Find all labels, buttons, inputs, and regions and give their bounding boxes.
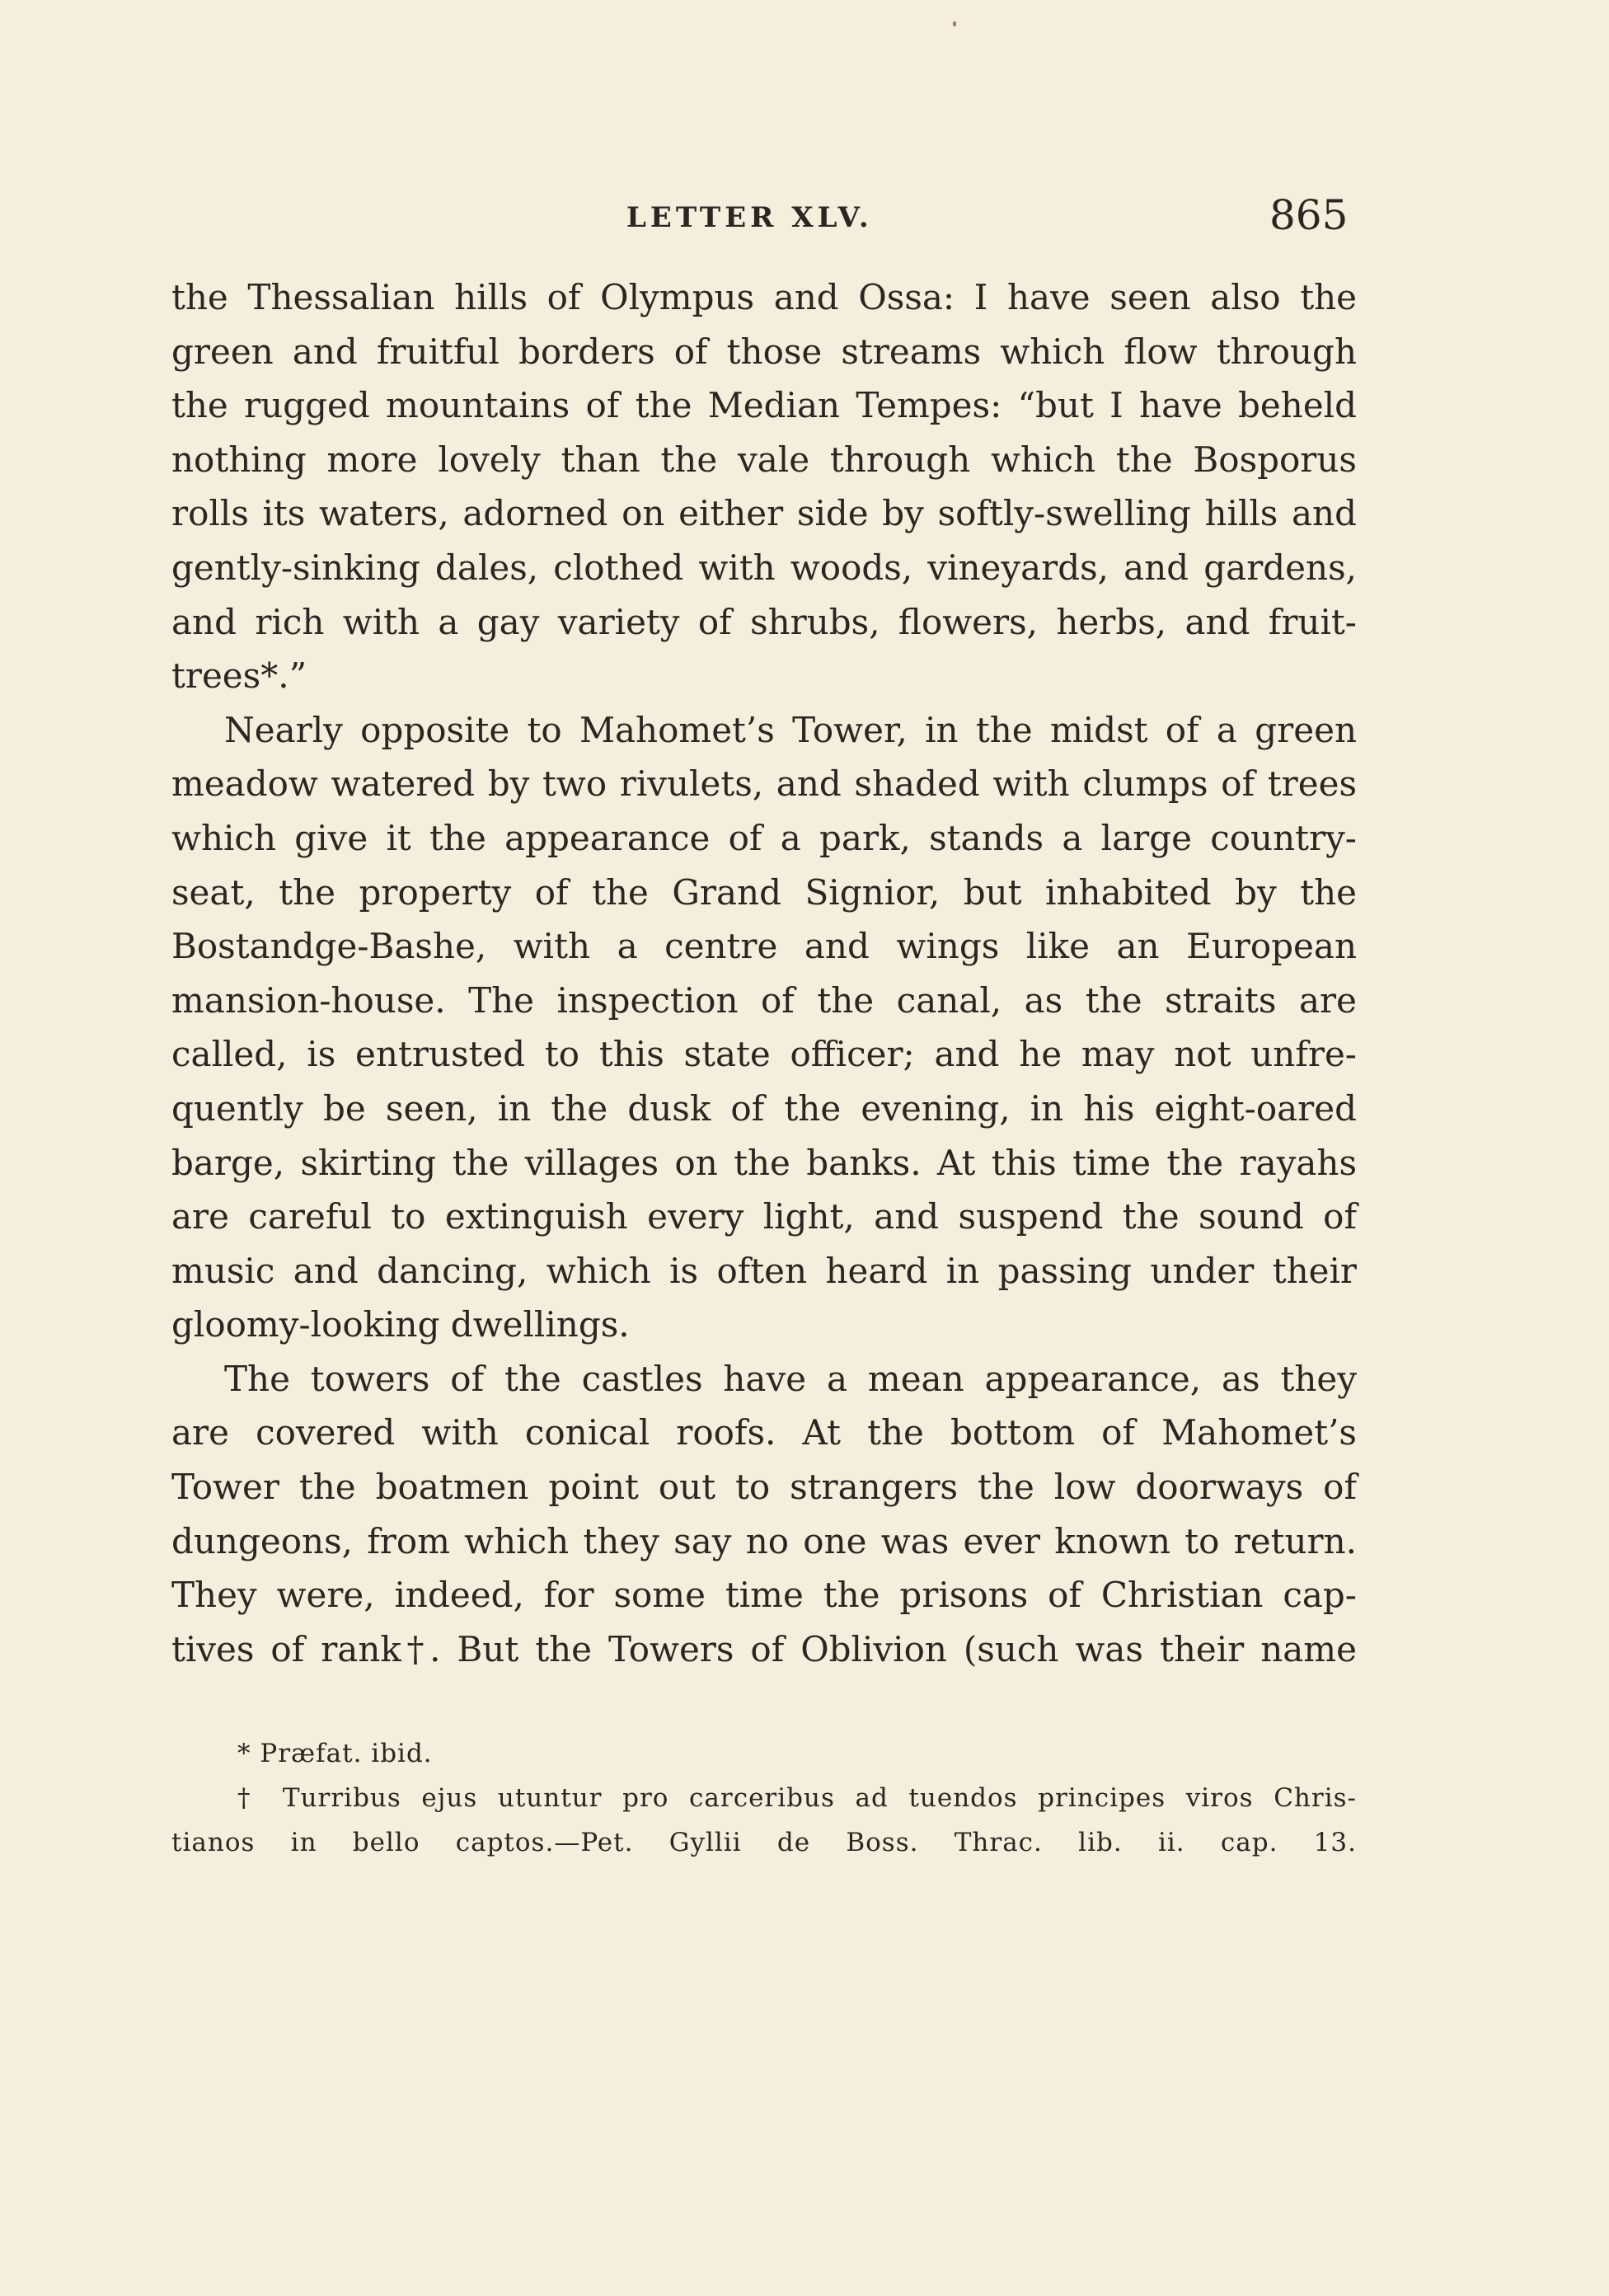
text-line: nothing more lovely than the vale through which the Bosporus	[171, 439, 1357, 480]
footnote-line: * Præfat. ibid.	[237, 1739, 433, 1768]
text-line: seat, the property of the Grand Signior, but inhabited by the	[171, 871, 1357, 913]
text-line: are careful to extinguish every light, and suspend the sound of	[171, 1196, 1357, 1237]
body-text	[171, 270, 1357, 1676]
text-line: the rugged mountains of the Median Tempes: “but I have beheld	[171, 385, 1357, 426]
text-line: rolls its waters, adorned on either side by softly-swelling hills and	[171, 493, 1357, 534]
paragraph-start-line: Nearly opposite to Mahomet’s Tower, in the midst of a green	[224, 709, 1357, 750]
footnote-line: † Turribus ejus utuntur pro carceribus ad tuendos principes viros Chris-	[237, 1783, 1357, 1813]
page-number: 865	[1269, 191, 1349, 239]
text-line: the Thessalian hills of Olympus and Ossa: I have seen also the	[171, 277, 1357, 317]
text-line: meadow watered by two rivulets, and shaded with clumps of trees	[171, 763, 1357, 805]
text-line: Tower the boatmen point out to strangers the low doorways of	[171, 1467, 1357, 1508]
text-line: barge, skirting the villages on the banks. At this time the rayahs	[171, 1142, 1357, 1183]
text-line: which give it the appearance of a park, stands a large country-	[171, 817, 1357, 858]
text-line: gently-sinking dales, clothed with woods, vineyards, and gardens,	[171, 547, 1357, 588]
text-line: tives of rank†. But the Towers of Oblivion (such was their name	[171, 1628, 1357, 1669]
text-line: gloomy-looking dwellings.	[171, 1304, 630, 1345]
text-line: They were, indeed, for some time the prisons of Christian cap-	[171, 1575, 1357, 1616]
text-line: trees*.”	[171, 655, 307, 697]
paragraph-start-line: The towers of the castles have a mean appearance, as they	[224, 1358, 1357, 1399]
text-line: Bostandge-Bashe, with a centre and wings like an European	[171, 926, 1357, 967]
footnote-line: tianos in bello captos.—Pet. Gyllii de Boss. Thrac. lib. ii. cap. 13.	[171, 1828, 1357, 1857]
text-line: green and fruitful borders of those streams which flow through	[171, 331, 1357, 372]
text-line: dungeons, from which they say no one was ever known to return.	[171, 1520, 1357, 1561]
running-head: LETTER XLV.	[626, 201, 873, 234]
ink-speck	[953, 21, 956, 26]
text-line: and rich with a gay variety of shrubs, flowers, herbs, and fruit-	[171, 601, 1357, 642]
page-header	[0, 191, 1609, 249]
text-line: called, is entrusted to this state officer; and he may not unfre-	[171, 1034, 1357, 1075]
text-line: music and dancing, which is often heard in passing under their	[171, 1250, 1357, 1291]
text-line: are covered with conical roofs. At the bottom of Mahomet’s	[171, 1412, 1357, 1453]
text-line: quently be seen, in the dusk of the evening, in his eight-oared	[171, 1087, 1357, 1129]
text-line: mansion-house. The inspection of the canal, as the straits are	[171, 979, 1357, 1021]
footnotes	[171, 1731, 1357, 1865]
